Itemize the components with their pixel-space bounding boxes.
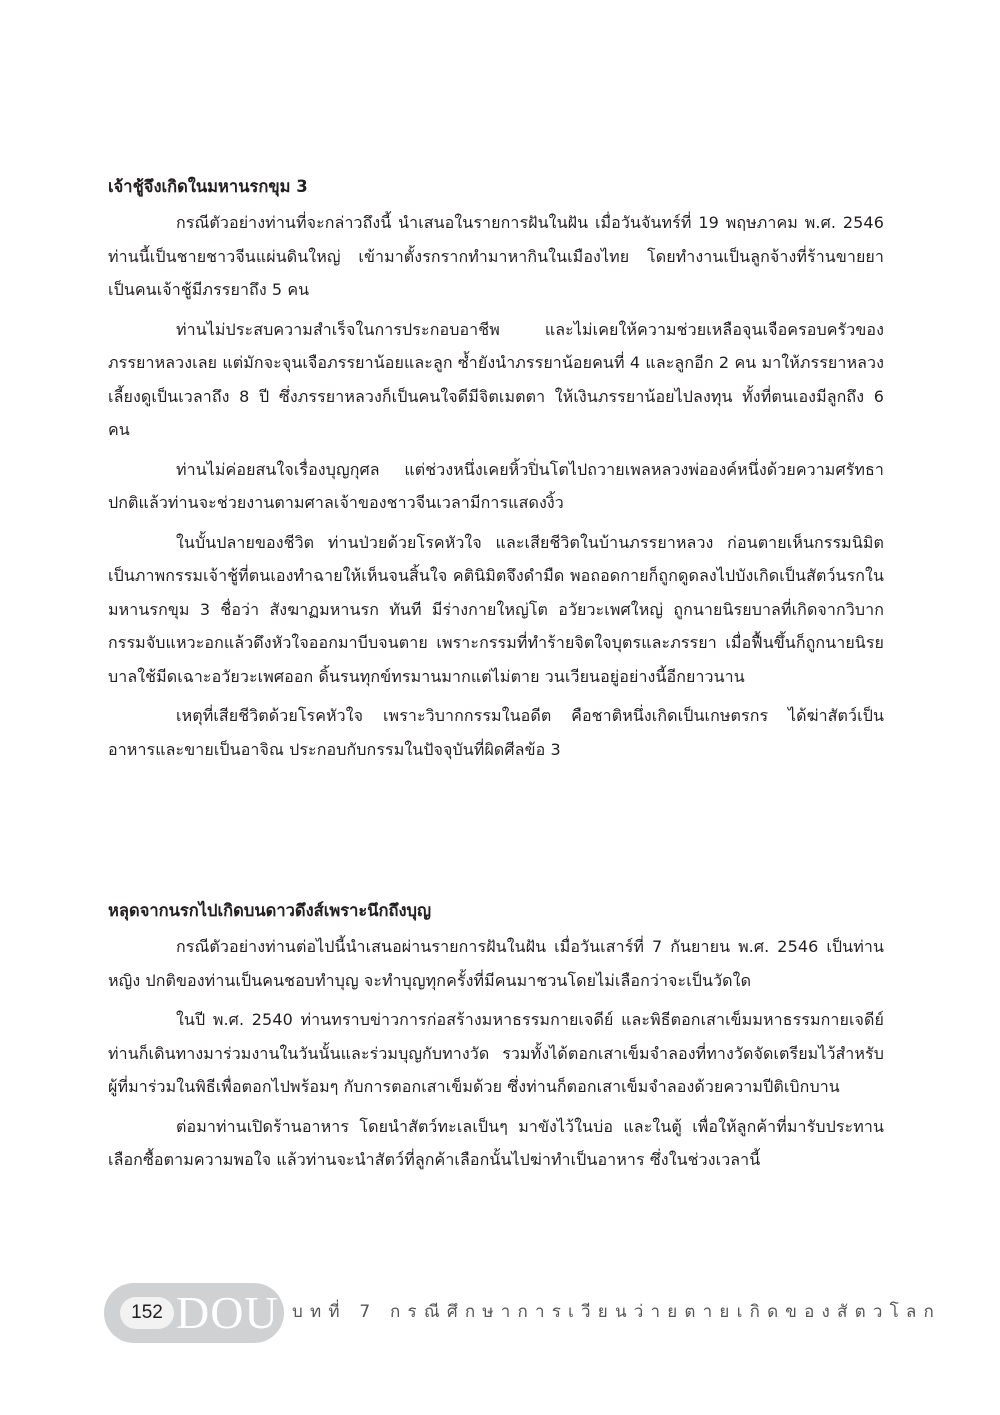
paragraph: ในปี พ.ศ. 2540 ท่านทราบข่าวการก่อสร้างมหาธรรมกายเจดีย์ และพิธีตอกเสาเข็มมหาธรรมกายเจดีย์ ท่านก็เดินทางมาร่วมงานในวันนั้นและร่วมบุญกับทางวัด รวมทั้งได้ตอกเสาเข็มจำลองที่ทางวัดจัดเตรียมไว้สำหรับผู้ที่มาร่วมในพิธีเพื่อตอกไปพร้อมๆ กับการตอกเสาเข็มด้วย ซึ่งท่านก็ตอกเสาเข็มจำลองด้วยความปีติเบิกบาน (108, 1010, 884, 1096)
section-adulterer-hell (108, 172, 884, 772)
chapter-title: บทที่ 7 กรณีศึกษาการเวียนว่ายตายเกิดของสัตวโลก (292, 1302, 942, 1322)
paragraph: ในบั้นปลายของชีวิต ท่านป่วยด้วยโรคหัวใจ และเสียชีวิตในบ้านภรรยาหลวง ก่อนตายเห็นกรรมนิมิตเป็นภาพกรรมเจ้าชู้ที่ตนเองทำฉายให้เห็นจนสิ้นใจ คตินิมิตจึงดำมืด พอถอดกายก็ถูกดูดลงไปบังเกิดเป็นสัตว์นรกในมหานรกขุม 3 ชื่อว่า สังฆาฏมหานรก ทันที มีร่างกายใหญ่โต อวัยวะเพศใหญ่ ถูกนายนิรยบาลที่เกิดจากวิบากกรรมจับแหวะอกแล้วดึงหัวใจออกมาบีบจนตาย เพราะกรรมที่ทำร้ายจิตใจบุตรและภรรยา เมื่อฟื้นขึ้นก็ถูกนายนิรยบาลใช้มีดเฉาะอวัยวะเพศออก ดิ้นรนทุกข์ทรมานมากแต่ไม่ตาย วนเวียนอยู่อย่างนี้อีกยาวนาน (108, 532, 884, 686)
dou-logo: DOU (176, 1287, 279, 1338)
section-heading: เจ้าชู้จึงเกิดในมหานรกขุม 3 (108, 177, 308, 196)
paragraph: กรณีตัวอย่างท่านที่จะกล่าวถึงนี้ นำเสนอในรายการฝันในฝัน เมื่อวันจันทร์ที่ 19 พฤษภาคม พ.ศ. 2546 ท่านนี้เป็นชายชาวจีนแผ่นดินใหญ่ เข้ามาตั้งรกรากทำมาหากินในเมืองไทย โดยทำงานเป็นลูกจ้างที่ร้านขายยา เป็นคนเจ้าชู้มีภรรยาถึง 5 คน (108, 213, 884, 299)
paragraph: กรณีตัวอย่างท่านต่อไปนี้นำเสนอผ่านรายการฝันในฝัน เมื่อวันเสาร์ที่ 7 กันยายน พ.ศ. 2546 เป็นท่านหญิง ปกติของท่านเป็นคนชอบทำบุญ จะทำบุญทุกครั้งที่มีคนมาชวนโดยไม่เลือกว่าจะเป็นวัดใด (108, 937, 884, 990)
paragraph: ท่านไม่ประสบความสำเร็จในการประกอบอาชีพ และไม่เคยให้ความช่วยเหลือจุนเจือครอบครัวของภรรยาหลวงเลย แต่มักจะจุนเจือภรรยาน้อยและลูก ซ้ำยังนำภรรยาน้อยคนที่ 4 และลูกอีก 2 คน มาให้ภรรยาหลวงเลี้ยงดูเป็นเวลาถึง 8 ปี ซึ่งภรรยาหลวงก็เป็นคนใจดีมีจิตเมตตา ให้เงินภรรยาน้อยไปลงทุน ทั้งที่ตนเองมีลูกถึง 6 คน (108, 319, 884, 439)
dou-logo-badge (104, 1283, 284, 1343)
page-number: 152 (120, 1297, 174, 1329)
paragraph: ต่อมาท่านเปิดร้านอาหาร โดยนำสัตว์ทะเลเป็นๆ มาขังไว้ในบ่อ และในตู้ เพื่อให้ลูกค้าที่มารับประทานเลือกซื้อตามความพอใจ แล้วท่านจะนำสัตว์ที่ลูกค้าเลือกนั้นไปฆ่าทำเป็นอาหาร ซึ่งในช่วงเวลานี้ (108, 1116, 884, 1169)
section-escape-to-heaven (108, 896, 884, 1183)
paragraph: เหตุที่เสียชีวิตด้วยโรคหัวใจ เพราะวิบากกรรมในอดีต คือชาติหนึ่งเกิดเป็นเกษตรกร ได้ฆ่าสัตว์เป็นอาหารและขายเป็นอาจิณ ประกอบกับกรรมในปัจจุบันที่ผิดศีลข้อ 3 (108, 706, 884, 759)
page-footer (104, 1283, 942, 1343)
paragraph: ท่านไม่ค่อยสนใจเรื่องบุญกุศล แต่ช่วงหนึ่งเคยหิ้วปิ่นโตไปถวายเพลหลวงพ่อองค์หนึ่งด้วยความศรัทธา ปกติแล้วท่านจะช่วยงานตามศาลเจ้าของชาวจีนเวลามีการแสดงงิ้ว (108, 459, 884, 512)
section-heading: หลุดจากนรกไปเกิดบนดาวดึงส์เพราะนึกถึงบุญ (108, 901, 432, 920)
